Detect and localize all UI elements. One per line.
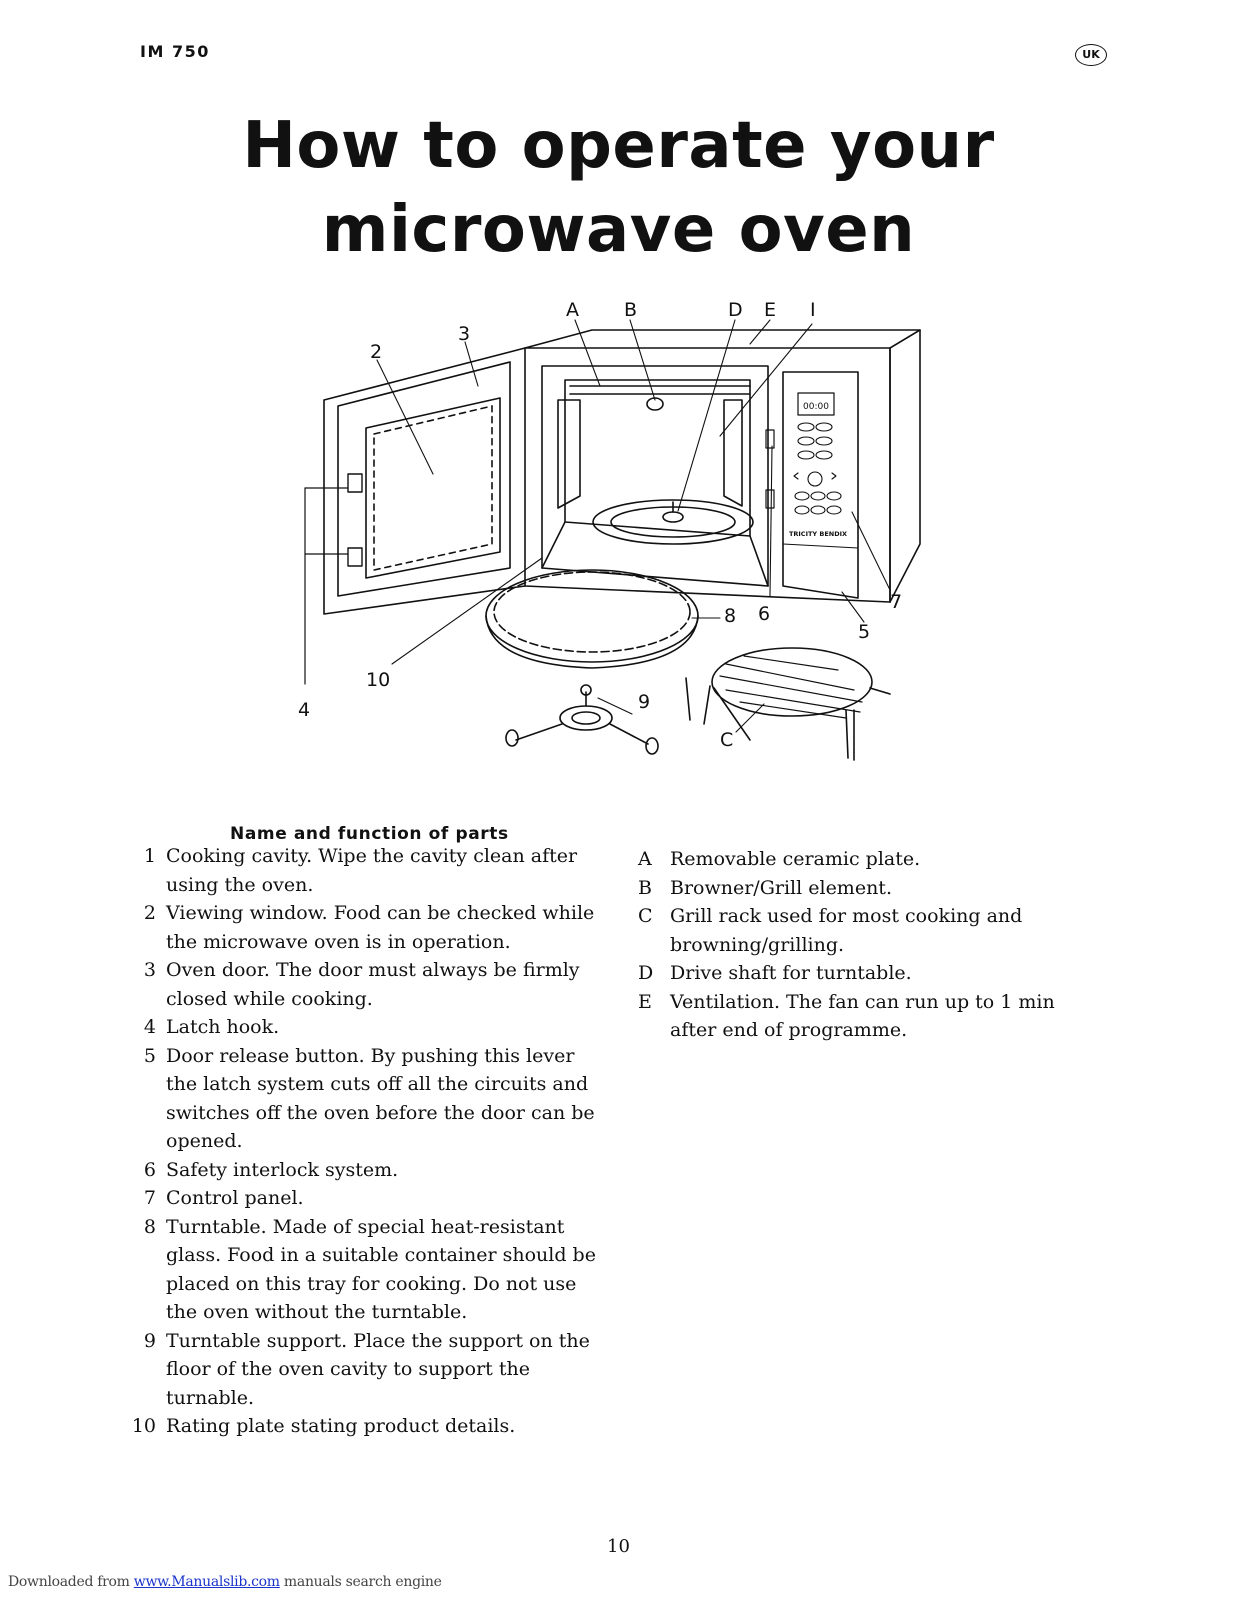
manualslib-link[interactable]: www.Manualslib.com [133,1574,280,1590]
item-text: Turntable support. Place the support on the floor of the oven cavity to support the turnable. [166,1329,590,1409]
item-number: 3 [143,959,156,981]
item-number: 6 [143,1158,156,1181]
turntable-support [506,685,658,754]
list-item [124,842,604,899]
item-text: Control panel. [166,1187,304,1209]
callout-e: E [764,299,777,321]
item-text: Rating plate stating product details. [166,1415,516,1437]
item-text: Ventilation. The fan can run up to 1 min after end of programme. [670,990,1055,1041]
item-number: 1 [143,845,156,867]
page-number: 10 [607,1536,630,1557]
item-number: 10 [131,1415,156,1437]
microwave-diagram [280,296,970,766]
list-item [124,1013,604,1042]
parts-heading: Name and function of parts [230,824,509,844]
item-text: Turntable. Made of special heat-resistant glass. Food in a suitable container should be placed on this tray for cooking. Do not use the oven without the turntable. [166,1215,596,1323]
oven-body [525,330,920,602]
callout-8: 8 [724,605,737,627]
list-item [124,899,604,956]
title-line-1: How to operate your [242,109,995,183]
item-number: 8 [143,1215,156,1238]
footer-suffix: manuals search engine [279,1574,442,1590]
callout-2: 2 [370,341,383,363]
item-number: 9 [143,1329,156,1352]
callout-4: 4 [298,699,311,721]
list-item [638,845,1098,874]
item-text: Removable ceramic plate. [670,848,921,870]
item-number: 7 [143,1187,156,1209]
list-item [124,1327,604,1413]
item-letter: B [638,876,652,899]
callout-d: D [728,299,743,321]
callout-6: 6 [758,603,771,625]
download-footer [8,1574,442,1590]
item-text: Latch hook. [166,1016,280,1038]
list-item [124,1184,604,1213]
turntable-plate [486,570,698,668]
item-text: Door release button. By pushing this lever the latch system cuts off all the circuits and switches off the oven before the door can be opened. [166,1044,595,1152]
brand-label: TRICITY BENDIX [788,530,848,538]
list-item [124,1412,604,1441]
item-number: 5 [143,1044,156,1067]
list-item [124,1213,604,1327]
callout-5: 5 [858,621,871,643]
callout-3: 3 [458,323,471,345]
list-item [124,1156,604,1185]
model-number: IM 750 [140,42,210,61]
display-readout: 00:00 [803,402,829,412]
list-item [638,959,1098,988]
callout-10: 10 [366,669,391,691]
list-item [638,874,1098,903]
control-panel [766,372,858,598]
region-badge: UK [1075,44,1107,66]
callout-a: A [566,299,579,321]
title-line-2: microwave oven [321,193,916,267]
item-text: Browner/Grill element. [670,876,892,899]
list-item [124,1042,604,1156]
item-text: Drive shaft for turntable. [670,962,912,984]
numbered-parts-list [124,842,604,1441]
item-letter: C [638,905,653,927]
callout-7: 7 [890,591,903,613]
callout-9: 9 [638,691,651,713]
list-item [638,988,1098,1045]
item-text: Safety interlock system. [166,1158,399,1181]
grill-rack [686,648,890,760]
callout-leaders [377,320,890,732]
lettered-parts-list [638,845,1098,1045]
list-item [638,902,1098,959]
item-letter: A [638,848,652,870]
callout-b: B [624,299,638,321]
item-letter: D [638,962,654,984]
item-number: 4 [143,1016,156,1038]
list-item [124,956,604,1013]
page-title [0,104,1237,272]
item-text: Cooking cavity. Wipe the cavity clean after using the oven. [166,845,578,896]
footer-prefix: Downloaded from [8,1574,134,1590]
callout-c: C [720,729,734,751]
callout-i: I [810,299,816,321]
item-number: 2 [143,902,156,924]
item-letter: E [638,990,652,1013]
item-text: Grill rack used for most cooking and browning/grilling. [670,905,1023,956]
item-text: Viewing window. Food can be checked while the microwave oven is in operation. [166,902,595,953]
item-text: Oven door. The door must always be firmly closed while cooking. [166,959,580,1010]
